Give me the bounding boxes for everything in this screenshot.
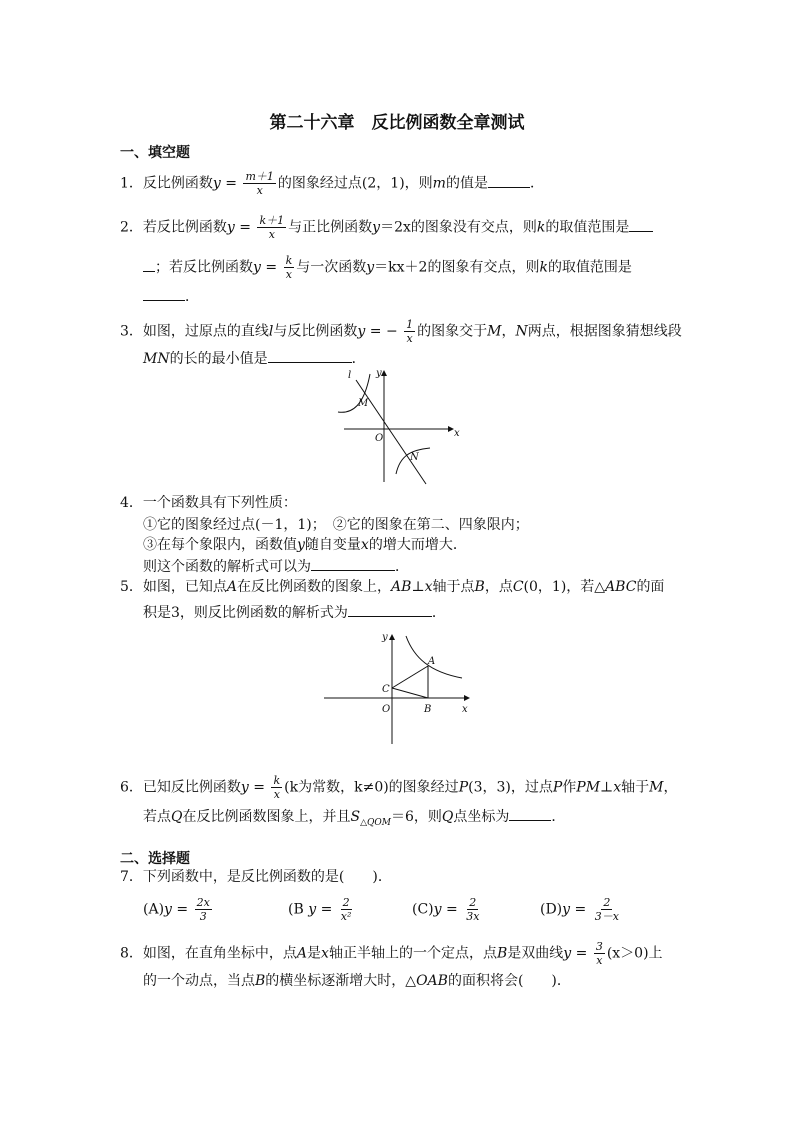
label-b: B xyxy=(424,704,432,715)
label-o: O xyxy=(375,433,384,444)
question-4-line-3: ③在每个象限内，函数值y随自变量x的增大而增大． xyxy=(143,537,467,553)
answer-blank[interactable] xyxy=(629,219,653,232)
question-2-line-3: ． xyxy=(143,288,199,304)
label-o: O xyxy=(382,704,391,715)
section-choice-heading: 二、选择题 xyxy=(120,851,190,867)
fraction: $\frac{2}{\text{x²}}$ xyxy=(340,896,352,923)
question-4-line-4: 则这个函数的解析式可以为 ． xyxy=(143,559,409,575)
y-axis-arrow xyxy=(381,370,387,376)
figure-hyperbola-line xyxy=(330,366,460,486)
question-4-line-2: ①它的图象经过点(－1，1)； ②它的图象在第二、四象限内； xyxy=(143,517,529,533)
label-n: N xyxy=(410,452,419,463)
label-y: y xyxy=(376,368,382,379)
fraction: $\frac{1}{x}$ xyxy=(406,318,414,345)
label-x: x xyxy=(462,704,468,715)
label-m: M xyxy=(358,398,369,409)
answer-blank[interactable] xyxy=(143,259,155,272)
segment-cb xyxy=(392,688,428,698)
label-l: l xyxy=(348,370,352,381)
answer-blank[interactable] xyxy=(311,558,395,571)
question-6-line-1: 6．已知反比例函数y = $\frac{k}{x}$ (k为常数，k≠0)的图象经过P(3，3)，过点P作PM⊥x轴于M， xyxy=(120,774,678,801)
line-l xyxy=(356,380,426,484)
segment-ca xyxy=(392,666,428,688)
fraction: $\frac{2}{3-x}$ xyxy=(594,896,619,923)
question-7-option-a[interactable]: (A)y = $\frac{2x}{3}$ xyxy=(143,896,210,923)
question-4-line-1: 4．一个函数具有下列性质： xyxy=(120,495,297,511)
fraction: $\frac{2x}{3}$ xyxy=(196,896,210,923)
fraction: $\frac{k}{x}$ xyxy=(273,774,281,801)
label-x: x xyxy=(454,428,460,439)
answer-blank[interactable] xyxy=(268,350,352,363)
x-axis-arrow xyxy=(464,695,470,701)
question-7-option-d[interactable]: (D)y = $\frac{2}{3-x}$ xyxy=(540,896,619,923)
question-3-line-2: MN的长的最小值是 ． xyxy=(143,351,366,367)
answer-blank[interactable] xyxy=(488,175,530,188)
fraction: $\frac{3}{x}$ xyxy=(595,940,603,967)
y-axis-arrow xyxy=(389,634,395,640)
fraction: $\frac{k}{x}$ xyxy=(285,254,293,281)
label-a: A xyxy=(428,656,436,667)
fraction: $\frac{k+1}{x}$ xyxy=(259,214,285,241)
answer-blank[interactable] xyxy=(143,288,185,301)
question-7-option-c[interactable]: (C)y = $\frac{2}{3x}$ xyxy=(412,896,480,923)
question-7-option-b[interactable]: (B y = $\frac{2}{\text{x²}}$ xyxy=(288,896,352,923)
answer-blank[interactable] xyxy=(348,604,432,617)
question-2-line-1: 2．若反比例函数y = $\frac{k+1}{x}$ 与正比例函数y＝2x的图象没有交点，则k的取值范围是 xyxy=(120,214,653,241)
figure-triangle-abc xyxy=(318,630,478,748)
label-y: y xyxy=(382,632,388,643)
fraction: $\frac{m+1}{x}$ xyxy=(245,170,274,197)
fraction: $\frac{2}{3x}$ xyxy=(466,896,480,923)
question-8-line-1: 8．如图，在直角坐标中，点A是x轴正半轴上的一个定点，点B是双曲线y = $\frac{3}{x}$ (x＞0)上 xyxy=(120,940,663,967)
section-fill-heading: 一、填空题 xyxy=(120,145,190,161)
question-1: 1．反比例函数y = $\frac{m+1}{x}$ 的图象经过点(2，1)，则m的值是 ． xyxy=(120,170,544,197)
question-5-line-2: 积是3，则反比例函数的解析式为 ． xyxy=(143,605,446,621)
label-c: C xyxy=(382,684,390,695)
question-8-line-2: 的一个动点，当点B的横坐标逐渐增大时，△OAB的面积将会( )． xyxy=(143,973,571,989)
question-5-line-1: 5．如图，已知点A在反比例函数的图象上，AB⊥x轴于点B，点C(0，1)，若△ABC的面 xyxy=(120,579,665,595)
question-6-line-2: 若点Q在反比例函数图象上，并且$S_{\triangle QOM}=6$，则Q点坐标为 ． xyxy=(143,809,566,828)
question-7-stem: 7．下列函数中，是反比例函数的是( )． xyxy=(120,869,392,885)
page-title: 第二十六章 反比例函数全章测试 xyxy=(269,113,525,133)
answer-blank[interactable] xyxy=(509,808,551,821)
question-2-line-2: ；若反比例函数y = $\frac{k}{x}$ 与一次函数y＝kx＋2的图象有交点，则k的取值范围是 xyxy=(143,254,632,281)
question-3-line-1: 3．如图，过原点的直线l与反比例函数y = − $\frac{1}{x}$ 的图象交于M，N两点，根据图象猜想线段 xyxy=(120,318,682,345)
